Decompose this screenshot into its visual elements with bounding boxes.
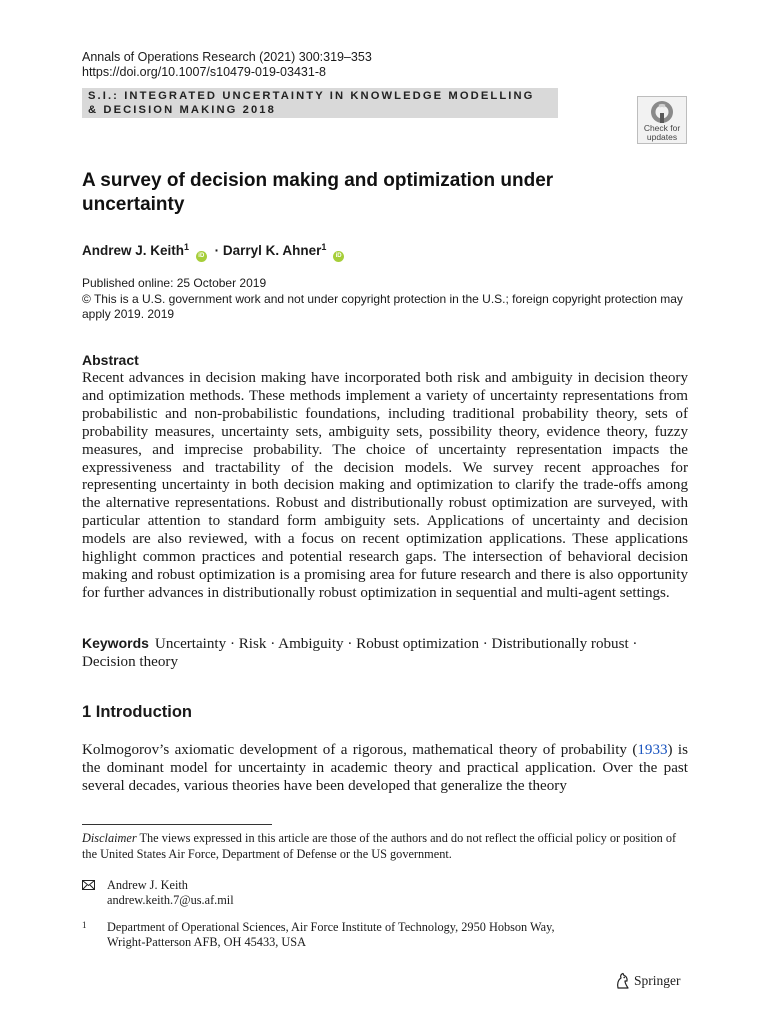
contact-name: Andrew J. Keith bbox=[107, 878, 188, 892]
keywords-list: Uncertainty · Risk · Ambiguity · Robust optimization · Distributionally robust · Decision theory bbox=[82, 636, 638, 670]
journal-citation: Annals of Operations Research (2021) 300:319–353 bbox=[82, 50, 372, 64]
affiliation-line-1: Department of Operational Sciences, Air Force Institute of Technology, 2950 Hobson Way, bbox=[107, 920, 555, 934]
publication-info bbox=[82, 276, 688, 323]
copyright-notice: © This is a U.S. government work and not under copyright protection in the U.S.; foreign copyright protection may apply 2019. 2019 bbox=[82, 291, 683, 321]
check-updates-line-1: Check for bbox=[643, 123, 681, 133]
author-separator: · bbox=[214, 243, 220, 258]
author-name[interactable]: Andrew J. Keith bbox=[82, 243, 185, 258]
intro-text-start: Kolmogorov’s axiomatic development of a rigorous, mathematical theory of probability ( bbox=[82, 742, 638, 758]
special-issue-banner bbox=[82, 88, 558, 118]
author-list bbox=[82, 238, 348, 262]
check-for-updates-button[interactable] bbox=[637, 96, 687, 144]
footnote-divider bbox=[82, 824, 272, 825]
intro-text-end: ) is the dominant model for uncertainty in academic theory and practical application. Over the past several decades, various theories have been developed that generalize the theory bbox=[82, 742, 688, 794]
author-affiliation-marker: 1 bbox=[184, 242, 190, 252]
affiliation-number: 1 bbox=[82, 920, 87, 930]
disclaimer-text: The views expressed in this article are those of the authors and do not reflect the official policy or position of the United States Air Force, Department of Defense or the US government. bbox=[82, 831, 677, 861]
section-heading: 1 Introduction bbox=[82, 703, 192, 721]
special-issue-line-1: S.I.: INTEGRATED UNCERTAINTY IN KNOWLEDGE MODELLING bbox=[88, 90, 535, 102]
springer-horse-icon bbox=[614, 972, 630, 990]
published-date: Published online: 25 October 2019 bbox=[82, 276, 267, 290]
citation-link[interactable]: 1933 bbox=[637, 742, 668, 758]
author-affiliation-marker: 1 bbox=[321, 242, 327, 252]
introduction-paragraph bbox=[82, 741, 688, 795]
disclaimer-label: Disclaimer bbox=[82, 831, 137, 845]
orcid-icon[interactable]: iD bbox=[196, 251, 207, 262]
envelope-icon bbox=[82, 880, 95, 890]
crossmark-icon bbox=[650, 100, 674, 124]
special-issue-line-2: & DECISION MAKING 2018 bbox=[88, 104, 276, 116]
check-updates-line-2: updates bbox=[646, 132, 678, 142]
doi-link[interactable]: https://doi.org/10.1007/s10479-019-03431-8 bbox=[82, 65, 326, 79]
paper-title: A survey of decision making and optimization under uncertainty bbox=[82, 170, 554, 215]
affiliation-line-2: Wright-Patterson AFB, OH 45433, USA bbox=[107, 934, 306, 949]
publisher-name: Springer bbox=[634, 973, 681, 988]
abstract-text: Recent advances in decision making have incorporated both risk and ambiguity in decision theory and optimization methods. These methods implement a variety of uncertainty representations from probabilistic and non-probabilistic foundations, including traditional probability theory, sets of probability measures, uncertainty sets, ambiguity sets, possibility theory, evidence theory, fuzzy measures, and imprecise probability. The choice of uncertainty representation impacts the expressiveness and tractability of the decision models. We survey recent approaches for representing uncertainty in both decision making and optimization to clarify the trade-offs among the alternative representations. Robust and distributionally robust optimization are surveyed, with particular attention to standard form ambiguity sets. Applications of uncertainty and decision models are also reviewed, with a focus on recent optimization applications. These applications highlight common practices and potential research gaps. The intersection of behavioral decision making and robust optimization is a promising area for future research and there is also opportunity for further advances in distributionally robust optimization in sequential and multi-agent settings. bbox=[82, 370, 688, 601]
orcid-icon[interactable]: iD bbox=[333, 251, 344, 262]
abstract-heading: Abstract bbox=[82, 352, 139, 368]
contact-email[interactable]: andrew.keith.7@us.af.mil bbox=[107, 892, 234, 907]
keywords-block bbox=[82, 634, 688, 671]
author-name[interactable]: Darryl K. Ahner bbox=[222, 243, 322, 258]
keywords-label: Keywords bbox=[82, 635, 149, 651]
disclaimer-footnote bbox=[82, 831, 688, 862]
